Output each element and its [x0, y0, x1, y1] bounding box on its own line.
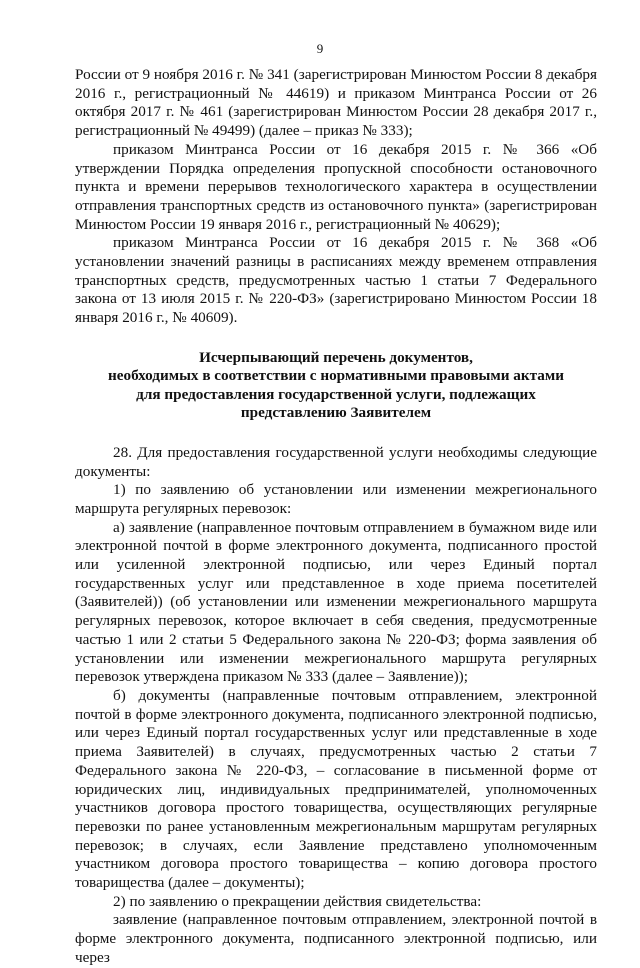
section-heading	[75, 349, 597, 423]
paragraph-order-366: приказом Минтранса России от 16 декабря 2015 г. № 366 «Об утверждении Порядка определения пропускной способности остановочного пункта и времени перерывов технологического характера в осуществлении отправления транспортных средств из остановочного пункта» (зарегистрирован Минюстом России 19 января 2016 г., регистрационный № 40629);	[75, 140, 597, 233]
heading-line: необходимых в соответствии с нормативными правовыми актами	[108, 367, 564, 385]
paragraph-item-1a: а) заявление (направленное почтовым отправлением в бумажном виде или электронной почтой в форме электронного документа, подписанного простой или усиленной электронной подписью, или через Единый портал государственных услуг или представленное в ходе приема посетителей (Заявителей)) (об установлении или изменении межрегионального маршрута регулярных перевозок, которое включает в себя сведения, предусмотренные частью 1 или 2 статьи 5 Федерального закона № 220-ФЗ; форма заявления об установлении или изменении межрегионального маршрута регулярных перевозок утверждена приказом № 333 (далее – Заявление));	[75, 518, 597, 686]
paragraph-28: 28. Для предоставления государственной услуги необходимы следующие документы:	[75, 443, 597, 480]
heading-line: Исчерпывающий перечень документов,	[199, 348, 473, 366]
paragraph-order-368: приказом Минтранса России от 16 декабря 2015 г. № 368 «Об установлении значений разницы в расписаниях между временем отправления транспортных средств, предусмотренных частью 1 статьи 7 Федерального закона от 13 июля 2015 г. № 220-ФЗ» (зарегистрировано Минюстом России 18 января 2016 г., № 40609).	[75, 234, 597, 327]
paragraph-continuation: России от 9 ноября 2016 г. № 341 (зарегистрирован Минюстом России 8 декабря 2016 г., регистрационный № 44619) и приказом Минтранса России от 26 октября 2017 г. № 461 (зарегистрирован Минюстом России 28 декабря 2017 г., регистрационный № 49499) (далее – приказ № 333);	[75, 66, 597, 140]
paragraph-item-2: 2) по заявлению о прекращении действия свидетельства:	[113, 892, 482, 910]
paragraph-item-1: 1) по заявлению об установлении или изменении межрегионального маршрута регулярных перевозок:	[75, 481, 597, 517]
heading-line: представлению Заявителем	[240, 404, 432, 422]
paragraph-item-1b: б) документы (направленные почтовым отправлением, электронной почтой в форме электронного документа, подписанного электронной подписью, или через Единый портал государственных услуг или представленные в ходе приема Заявителей) в случаях, предусмотренных частью 2 статьи 7 Федерального закона № 220-ФЗ, – согласование в письменной форме от юридических лиц, индивидуальных предпринимателей, уполномоченных участников договора простого товарищества, осуществляющих регулярные перевозки по ранее установленным межрегиональным маршрутам регулярных перевозок; в случаях, если Заявление представлено уполномоченным участником договора простого товарищества – копию договора простого товарищества (далее – документы);	[75, 686, 597, 892]
document-body	[75, 66, 597, 968]
page-number: 9	[316, 41, 324, 56]
heading-line: для предоставления государственной услуги, подлежащих	[136, 385, 536, 403]
paragraph-item-2-application: заявление (направленное почтовым отправлением, электронной почтой в форме электронного документа, подписанного электронной подписью, или через	[75, 911, 597, 966]
